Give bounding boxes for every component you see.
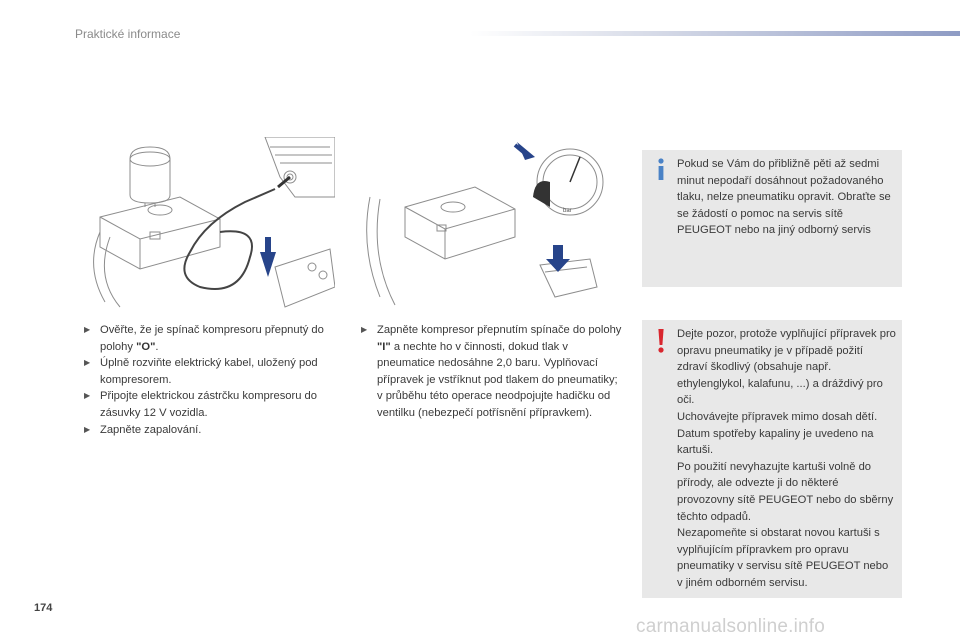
instruction-item-3: ▶ Připojte elektrickou zástrčku kompresoru do zásuvky 12 V vozidla. xyxy=(84,390,318,419)
info-note-box xyxy=(642,150,902,287)
instruction-item-1: ▶ Ověřte, že je spínač kompresoru přepnutý do polohy "O". xyxy=(84,324,324,353)
middle-instructions xyxy=(361,322,626,422)
warning-note-box xyxy=(642,320,902,598)
compressor-plug-illustration xyxy=(90,137,335,313)
header-accent-bar xyxy=(470,31,960,36)
warning-line-3: Datum spotřeby kapaliny je uvedeno na kartuši. xyxy=(677,427,874,457)
page-number: 174 xyxy=(34,602,53,614)
warning-line-5: Nezapomeňte si obstarat novou kartuši s vyplňujícím přípravkem pro opravu pneumatiky v servisu sítě PEUGEOT nebo v jiném odborném servisu. xyxy=(677,527,889,589)
warning-line-2: Uchovávejte přípravek mimo dosah dětí. xyxy=(677,410,878,423)
instruction-item-2: ▶ Úplně rozviňte elektrický kabel, uložený pod kompresorem. xyxy=(84,357,318,386)
arrow-icon: ▶ xyxy=(84,358,91,368)
left-instructions xyxy=(84,322,349,438)
compressor-gauge-drawing xyxy=(365,137,610,313)
watermark: carmanualsonline.info xyxy=(636,616,826,637)
info-icon xyxy=(654,157,668,181)
instruction-item-4: ▶ Zapněte zapalování. xyxy=(84,422,349,439)
warning-line-1: Dejte pozor, protože vyplňující přípravek pro opravu pneumatiky je v případě požití zdraví škodlivý (obsahuje např. ethylenglykol, kalafunu, ...) a dráždivý pro oči. xyxy=(677,328,896,407)
exclamation-icon xyxy=(654,328,668,354)
arrow-icon: ▶ xyxy=(361,325,368,334)
compressor-gauge-illustration xyxy=(365,137,610,313)
arrow-icon: ▶ xyxy=(84,424,91,434)
info-note-text: Pokud se Vám do přibližně pěti až sedmi minut nepodaří dosáhnout požadovaného tlaku, nelze pneumatiku opravit. Obraťte se se žádostí o pomoc na servis sítě PEUGEOT nebo na jiný odborný servis xyxy=(677,158,891,237)
compressor-plug-drawing xyxy=(90,137,335,313)
warning-line-4: Po použití nevyhazujte kartuši volně do přírody, ale odvezte ji do některé provozovny sítě PEUGEOT nebo do sběrny těchto odpadů. xyxy=(677,460,894,523)
section-title: Praktické informace xyxy=(75,27,181,41)
arrow-icon: ▶ xyxy=(84,391,91,401)
instruction-item-5: ▶ Zapněte kompresor přepnutím spínače do polohy "I" a nechte ho v činnosti, dokud tlak v pneumatice nedosáhne 2,0 baru. Vyplňovací přípravek je vstříknut pod tlakem do pneumatiky; v průběhu této operace neodpojujte hadičku od ventilku (nebezpečí potřísnění přípravkem). xyxy=(361,324,622,419)
warning-note-text xyxy=(677,326,896,592)
arrow-icon: ▶ xyxy=(84,325,91,334)
gauge-unit-label: bar xyxy=(563,208,572,214)
